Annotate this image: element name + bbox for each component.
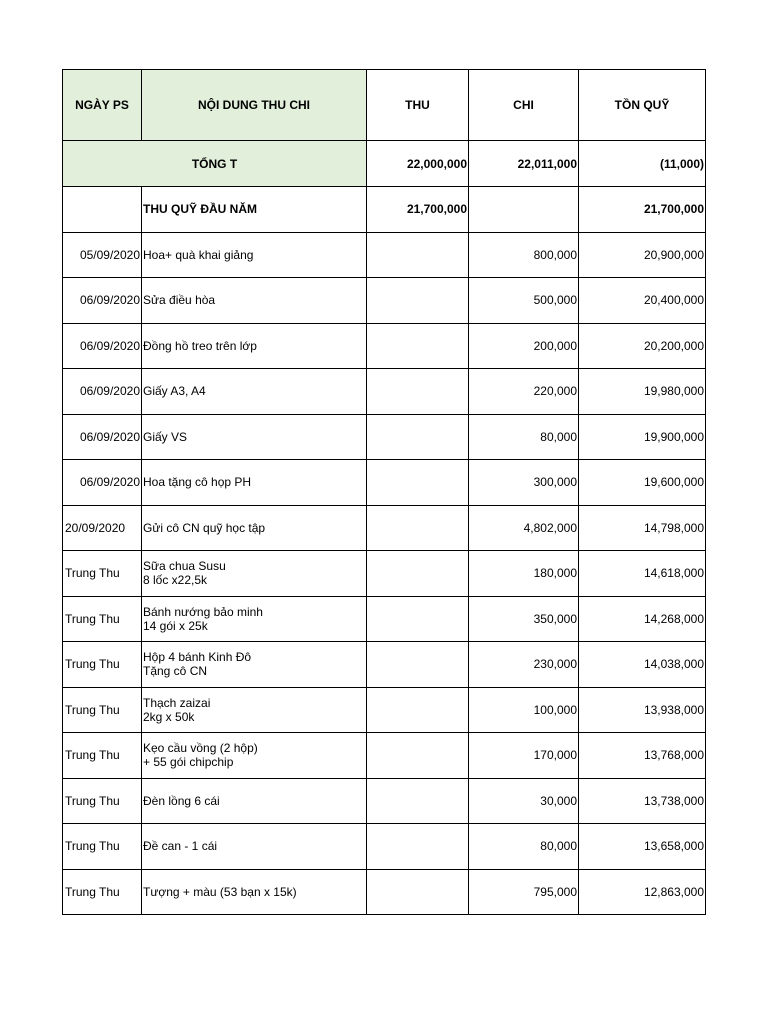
opening-content: THU QUỸ ĐẦU NĂM <box>142 187 367 233</box>
header-balance: TỒN QUỸ <box>579 70 706 141</box>
row-chi: 500,000 <box>469 278 579 324</box>
row-thu <box>367 278 469 324</box>
total-balance: (11,000) <box>579 141 706 187</box>
row-balance: 14,038,000 <box>579 642 706 688</box>
row-content-line: Giấy VS <box>143 429 188 444</box>
row-chi: 180,000 <box>469 551 579 597</box>
row-balance: 12,863,000 <box>579 869 706 915</box>
header-thu: THU <box>367 70 469 141</box>
row-date: 06/09/2020 <box>63 323 142 369</box>
row-thu <box>367 824 469 870</box>
row-balance: 14,798,000 <box>579 505 706 551</box>
row-date: 06/09/2020 <box>63 369 142 415</box>
row-balance: 13,768,000 <box>579 733 706 779</box>
header-date: NGÀY PS <box>63 70 142 141</box>
row-date: 06/09/2020 <box>63 460 142 506</box>
row-content-line: Hoa tặng cô họp PH <box>143 475 252 490</box>
table-row <box>63 733 706 779</box>
row-date: Trung Thu <box>63 642 142 688</box>
row-content-line: Sửa điều hòa <box>143 293 216 308</box>
table-row <box>63 505 706 551</box>
row-date: Trung Thu <box>63 596 142 642</box>
row-thu <box>367 323 469 369</box>
table-row <box>63 414 706 460</box>
row-thu <box>367 869 469 915</box>
row-chi: 170,000 <box>469 733 579 779</box>
row-date: 05/09/2020 <box>63 232 142 278</box>
row-content <box>142 733 367 779</box>
opening-chi <box>469 187 579 233</box>
row-thu <box>367 551 469 597</box>
row-content-line: Đề can - 1 cái <box>143 839 218 854</box>
row-balance: 14,268,000 <box>579 596 706 642</box>
row-chi: 4,802,000 <box>469 505 579 551</box>
table-row <box>63 824 706 870</box>
opening-date <box>63 187 142 233</box>
row-content-line: 14 gói x 25k <box>143 618 208 633</box>
row-content <box>142 278 367 324</box>
table-row <box>63 596 706 642</box>
row-thu <box>367 232 469 278</box>
row-thu <box>367 505 469 551</box>
opening-balance: 21,700,000 <box>579 187 706 233</box>
row-date: Trung Thu <box>63 733 142 779</box>
table-row <box>63 551 706 597</box>
row-date: 06/09/2020 <box>63 414 142 460</box>
table-row <box>63 369 706 415</box>
row-chi: 30,000 <box>469 778 579 824</box>
row-balance: 19,600,000 <box>579 460 706 506</box>
row-thu <box>367 460 469 506</box>
row-content-line: Hộp 4 bánh Kinh Đô <box>143 650 252 665</box>
row-content-line: Tặng cô CN <box>143 664 208 679</box>
row-content-line: + 55 gói chipchip <box>143 755 234 770</box>
row-chi: 220,000 <box>469 369 579 415</box>
table-row <box>63 460 706 506</box>
row-balance: 20,400,000 <box>579 278 706 324</box>
row-balance: 13,938,000 <box>579 687 706 733</box>
row-content-line: Đồng hồ treo trên lớp <box>143 338 257 353</box>
row-thu <box>367 642 469 688</box>
row-thu <box>367 687 469 733</box>
row-content <box>142 596 367 642</box>
row-balance: 14,618,000 <box>579 551 706 597</box>
row-content <box>142 551 367 597</box>
row-chi: 80,000 <box>469 414 579 460</box>
row-date: 20/09/2020 <box>63 505 142 551</box>
row-chi: 300,000 <box>469 460 579 506</box>
row-balance: 19,900,000 <box>579 414 706 460</box>
row-thu <box>367 733 469 779</box>
header-row <box>63 70 706 141</box>
table-row <box>63 278 706 324</box>
opening-row <box>63 187 706 233</box>
row-thu <box>367 414 469 460</box>
ledger-body <box>63 70 706 915</box>
row-content <box>142 414 367 460</box>
ledger-table <box>62 69 706 915</box>
row-date: Trung Thu <box>63 687 142 733</box>
row-chi: 230,000 <box>469 642 579 688</box>
row-thu <box>367 596 469 642</box>
row-content <box>142 505 367 551</box>
row-content-line: Thạch zaizai <box>143 695 211 710</box>
row-content <box>142 642 367 688</box>
row-date: Trung Thu <box>63 551 142 597</box>
row-date: 06/09/2020 <box>63 278 142 324</box>
row-content <box>142 824 367 870</box>
row-chi: 800,000 <box>469 232 579 278</box>
total-row <box>63 141 706 187</box>
total-label: TỔNG T <box>63 141 367 187</box>
row-balance: 13,658,000 <box>579 824 706 870</box>
row-date: Trung Thu <box>63 778 142 824</box>
row-content <box>142 369 367 415</box>
row-chi: 350,000 <box>469 596 579 642</box>
row-thu <box>367 369 469 415</box>
row-content-line: Sữa chua Susu <box>143 559 226 574</box>
row-date: Trung Thu <box>63 869 142 915</box>
row-balance: 20,900,000 <box>579 232 706 278</box>
row-content <box>142 460 367 506</box>
row-chi: 100,000 <box>469 687 579 733</box>
row-content-line: 8 lốc x22,5k <box>143 573 208 588</box>
row-content-line: Gửi cô CN quỹ học tập <box>143 520 266 535</box>
row-date: Trung Thu <box>63 824 142 870</box>
row-content-line: Kẹo cầu vồng (2 hộp) <box>143 741 258 756</box>
row-content-line: 2kg x 50k <box>143 709 195 724</box>
row-content-line: Hoa+ quà khai giảng <box>143 247 254 262</box>
header-content: NỘI DUNG THU CHI <box>142 70 367 141</box>
row-balance: 13,738,000 <box>579 778 706 824</box>
header-chi: CHI <box>469 70 579 141</box>
table-row <box>63 642 706 688</box>
row-chi: 80,000 <box>469 824 579 870</box>
table-row <box>63 232 706 278</box>
row-content-line: Bánh nướng bảo minh <box>143 604 263 619</box>
table-row <box>63 778 706 824</box>
row-balance: 20,200,000 <box>579 323 706 369</box>
row-chi: 795,000 <box>469 869 579 915</box>
row-content-line: Giấy A3, A4 <box>143 384 206 399</box>
row-content <box>142 323 367 369</box>
row-content <box>142 687 367 733</box>
row-content <box>142 232 367 278</box>
row-content-line: Tượng + màu (53 bạn x 15k) <box>143 884 297 899</box>
row-thu <box>367 778 469 824</box>
row-chi: 200,000 <box>469 323 579 369</box>
total-chi: 22,011,000 <box>469 141 579 187</box>
row-content-line: Đèn lồng 6 cái <box>143 793 220 808</box>
row-balance: 19,980,000 <box>579 369 706 415</box>
opening-thu: 21,700,000 <box>367 187 469 233</box>
row-content <box>142 869 367 915</box>
table-row <box>63 869 706 915</box>
total-thu: 22,000,000 <box>367 141 469 187</box>
table-row <box>63 323 706 369</box>
row-content <box>142 778 367 824</box>
table-row <box>63 687 706 733</box>
